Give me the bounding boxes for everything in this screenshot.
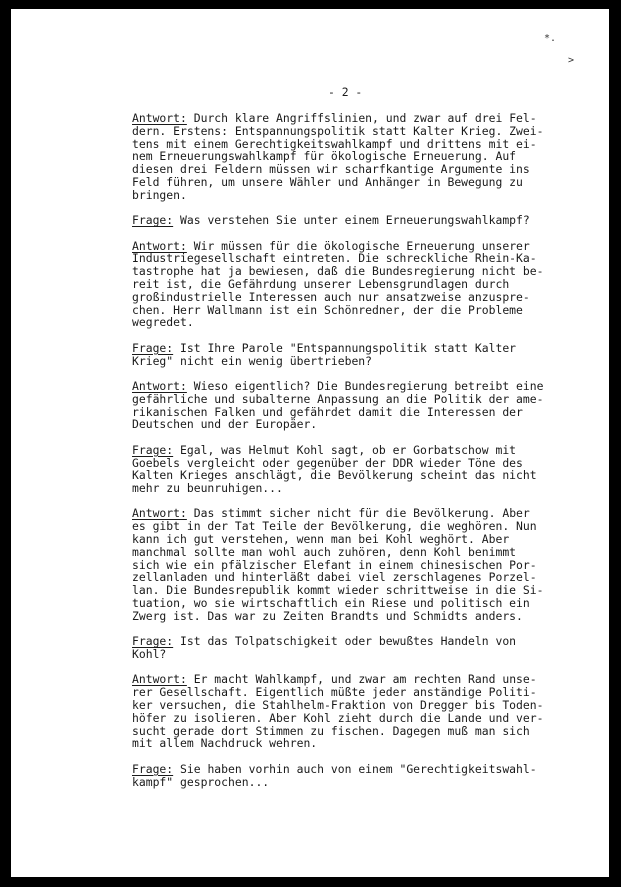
answer-label: Antwort:	[132, 378, 187, 393]
document-page	[11, 9, 609, 877]
answer-block	[132, 112, 562, 202]
text-line	[132, 635, 562, 648]
question-block	[132, 342, 562, 368]
text-line: manchmal sollte man wohl auch zuhören, denn Kohl benimmt	[132, 544, 517, 559]
text-line-content: Ist Ihre Parole "Entspannungspolitik statt Kalter	[173, 340, 517, 355]
text-line: Kohl?	[132, 647, 167, 662]
text-line: nem Erneuerungswahlkampf für ökologische Erneuerung. Auf	[132, 149, 517, 164]
text-line: rikanischen Falken und gefährdet damit die Interessen der	[132, 404, 523, 419]
text-line	[132, 342, 562, 355]
text-line: Krieg" nicht ein wenig übertrieben?	[132, 353, 373, 368]
text-line: dern. Erstens: Entspannungspolitik statt Kalter Krieg. Zwei-	[132, 123, 544, 138]
text-line-content: Wieso eigentlich? Die Bundesregierung betreibt eine	[186, 378, 544, 393]
text-line: gefährliche und subalterne Anpassung an die Politik der ame-	[132, 391, 544, 406]
page-number: - 2 -	[328, 85, 363, 99]
text-line: diesen drei Feldern müssen wir scharfkantige Argumente ins	[132, 162, 530, 177]
answer-label: Antwort:	[132, 672, 187, 687]
text-line: ker versuchen, die Stahlhelm-Fraktion von Dregger bis Toden-	[132, 698, 544, 713]
text-line: Zwerg ist. Das war zu Zeiten Brandts und Schmidts anders.	[132, 608, 523, 623]
question-label: Frage:	[132, 340, 174, 355]
scan-mark: >	[568, 55, 575, 66]
text-line: mehr zu beunruhigen...	[132, 481, 283, 496]
question-label: Frage:	[132, 634, 174, 649]
question-label: Frage:	[132, 442, 174, 457]
question-block	[132, 214, 562, 227]
text-line	[132, 380, 562, 393]
text-line: tastrophe hat ja bewiesen, daß die Bundesregierung nicht be-	[132, 264, 544, 279]
text-line-content: Was verstehen Sie unter einem Erneuerungswahlkampf?	[173, 213, 530, 228]
text-line: Kalten Krieges anschlägt, die Bevölkerung scheint das nicht	[132, 468, 537, 483]
text-line: bringen.	[132, 187, 187, 202]
text-line: großindustrielle Interessen auch nur ansatzweise anzuspre-	[132, 289, 530, 304]
answer-block	[132, 507, 562, 622]
text-line: lan. Die Bundesrepublik kommt wieder schrittweise in die Si-	[132, 583, 544, 598]
answer-label: Antwort:	[132, 238, 187, 253]
text-line: kann ich gut verstehen, wenn man bei Kohl weghört. Aber	[132, 532, 510, 547]
text-line: Industriegesellschaft eintreten. Die schreckliche Rhein-Ka-	[132, 251, 537, 266]
text-line: tens mit einem Gerechtigkeitswahlkampf und drittens mit ei-	[132, 136, 537, 151]
answer-label: Antwort:	[132, 506, 187, 521]
text-line: Deutschen und der Europäer.	[132, 417, 318, 432]
text-line: chen. Herr Wallmann ist ein Schönredner, der die Probleme	[132, 302, 523, 317]
text-line	[132, 112, 562, 125]
question-block	[132, 635, 562, 661]
question-block	[132, 763, 562, 789]
text-line-content: Ist das Tolpatschigkeit oder bewußtes Handeln von	[173, 634, 517, 649]
text-line: rer Gesellschaft. Eigentlich müßte jeder anständige Politi-	[132, 685, 537, 700]
text-line: es gibt in der Tat Teile der Bevölkerung, die weghören. Nun	[132, 519, 537, 534]
text-line: sich wie ein pfälzischer Elefant in einem chinesischen Por-	[132, 557, 537, 572]
text-line: mit allem Nachdruck wehren.	[132, 736, 318, 751]
text-line: kampf" gesprochen...	[132, 774, 270, 789]
text-line-content: Wir müssen für die ökologische Erneuerung unserer	[186, 238, 530, 253]
answer-block	[132, 673, 562, 750]
interview-text	[132, 112, 562, 788]
text-line: zellanladen und hinterläßt dabei viel zerschlagenes Porzel-	[132, 570, 537, 585]
text-line-content: Egal, was Helmut Kohl sagt, ob er Gorbatschow mit	[173, 442, 517, 457]
text-line: Goebels vergleicht oder gegenüber der DDR wieder Töne des	[132, 455, 523, 470]
scan-mark: *.	[544, 33, 557, 44]
answer-label: Antwort:	[132, 111, 187, 125]
answer-block	[132, 380, 562, 431]
question-block	[132, 444, 562, 495]
text-line	[132, 763, 562, 776]
text-line: wegredet.	[132, 315, 194, 330]
answer-block	[132, 240, 562, 330]
text-line	[132, 214, 562, 227]
text-line-content: Sie haben vorhin auch von einem "Gerechtigkeitswahl-	[173, 761, 537, 776]
text-line: tuation, wo sie wirtschaftlich ein Riese und politisch ein	[132, 596, 530, 611]
question-label: Frage:	[132, 213, 174, 228]
text-line: sucht gerade dort Stimmen zu fischen. Dagegen muß man sich	[132, 723, 530, 738]
text-line: reit ist, die Gefährdung unserer Lebensgrundlagen durch	[132, 276, 510, 291]
text-line-content: Das stimmt sicher nicht für die Bevölkerung. Aber	[186, 506, 530, 521]
question-label: Frage:	[132, 761, 174, 776]
text-line: höfer zu isolieren. Aber Kohl zieht durch die Lande und ver-	[132, 710, 544, 725]
text-line-content: Er macht Wahlkampf, und zwar am rechten Rand unse-	[186, 672, 537, 687]
text-line-content: Durch klare Angriffslinien, und zwar auf drei Fel-	[186, 111, 537, 125]
text-line	[132, 444, 562, 457]
text-line: Feld führen, um unsere Wähler und Anhänger in Bewegung zu	[132, 174, 523, 189]
